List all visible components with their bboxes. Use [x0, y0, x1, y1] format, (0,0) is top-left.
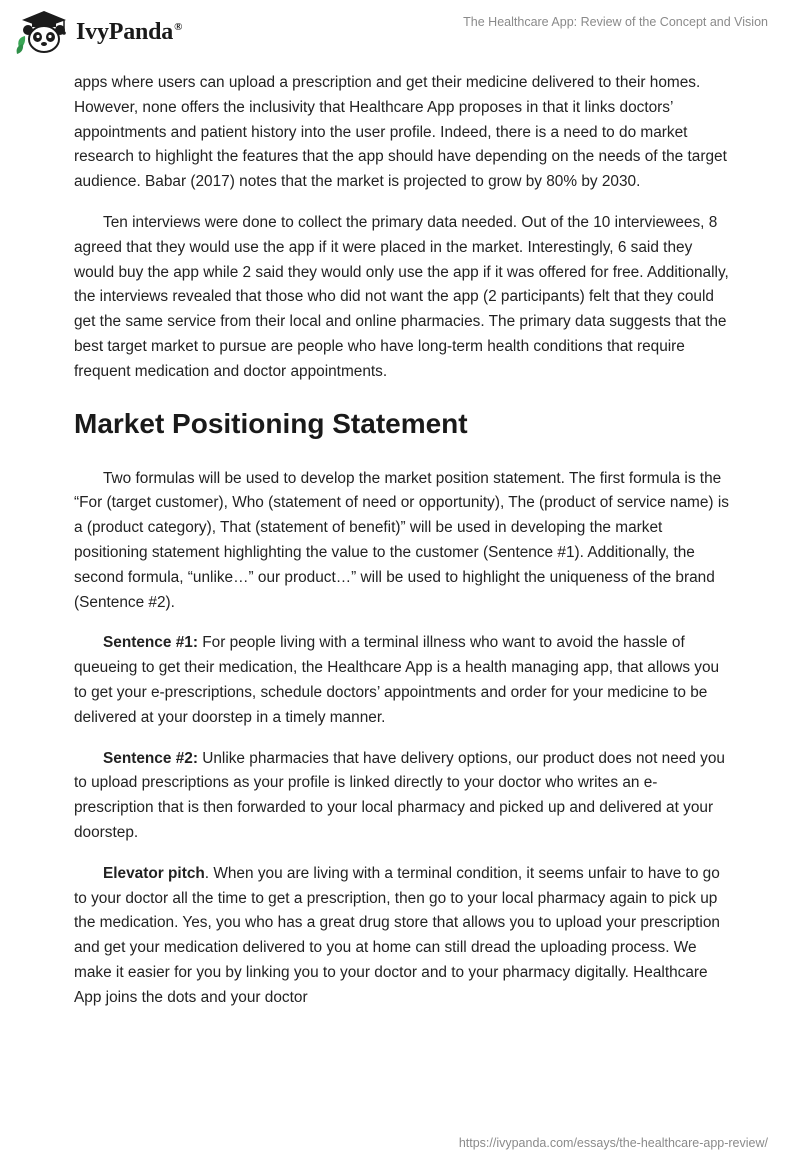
source-url-link[interactable]: https://ivypanda.com/essays/the-healthcare-app-review/	[458, 1136, 768, 1150]
paragraph-sentence-2	[74, 747, 730, 846]
paragraph-continuation: apps where users can upload a prescription and get their medicine delivered to their homes. However, none offers the inclusivity that Healthcare App proposes in that it links doctors’ appointments and patient history into the user profile. Indeed, there is a need to do market research to highlight the features that the app should have depending on the needs of the target audience. Babar (2017) notes that the market is projected to grow by 80% by 2030.	[74, 74, 727, 191]
ivypanda-logo[interactable]	[14, 8, 182, 56]
panda-graduate-icon	[14, 8, 70, 56]
paragraph-sentence-1	[74, 631, 730, 730]
page-header	[0, 0, 800, 66]
paragraph-elevator-pitch	[74, 862, 730, 1011]
sentence-1-label: Sentence #1:	[103, 634, 198, 652]
sentence-2-label: Sentence #2:	[103, 749, 198, 767]
section-heading: Market Positioning Statement	[74, 407, 468, 439]
sentence-2-text: Unlike pharmacies that have delivery options, our product does not need you to upload prescriptions as your profile is linked directly to your doctor who writes an e-prescription that is then forwarded to your local pharmacy and picked up and delivered at your doorstep.	[74, 749, 725, 841]
pitch-text: . When you are living with a terminal condition, it seems unfair to have to go to your doctor all the time to get a prescription, then go to your local pharmacy again to pick up the medication. Yes, you who has a great drug store that allows you to upload your prescription and get your medication delivered to you at home can still dread the uploading process. We make it easier for you by linking you to your doctor and to your pharmacy digitally. Healthcare App joins the dots and your doctor	[74, 864, 720, 1006]
paragraph-interviews: Ten interviews were done to collect the primary data needed. Out of the 10 interviewees, 8 agreed that they would use the app if it were placed in the market. Interestingly, 6 said they would buy the app while 2 said they would only use the app if it was offered for free. Additionally, the interviews revealed that those who did not want the app (2 participants) felt that they could get the same service from their local and online pharmacies. The primary data suggests that the best target market to pursue are people who have long-term health conditions that require frequent medication and doctor appointments.	[74, 213, 729, 380]
document-title: The Healthcare App: Review of the Concept and Vision	[463, 15, 768, 29]
paragraph-formulas: Two formulas will be used to develop the market position statement. The first formula is the “For (target customer), Who (statement of need or opportunity), The (product of service name) is a (product category), That (statement of benefit)” will be used in developing the market positioning statement highlighting the value to the customer (Sentence #1). Additionally, the second formula, “unlike…” our product…” will be used to highlight the uniqueness of the brand (Sentence #2).	[74, 469, 729, 611]
essay-body	[74, 71, 730, 1027]
pitch-label: Elevator pitch	[103, 864, 205, 882]
brand-name: IvyPanda®	[76, 18, 183, 45]
sentence-1-text: For people living with a terminal illness who want to avoid the hassle of queueing to get their medication, the Healthcare App is a health managing app, that allows you to get your e-prescriptions, schedule doctors’ appointments and order for your medicine to be delivered at your doorstep in a timely manner.	[74, 634, 720, 726]
